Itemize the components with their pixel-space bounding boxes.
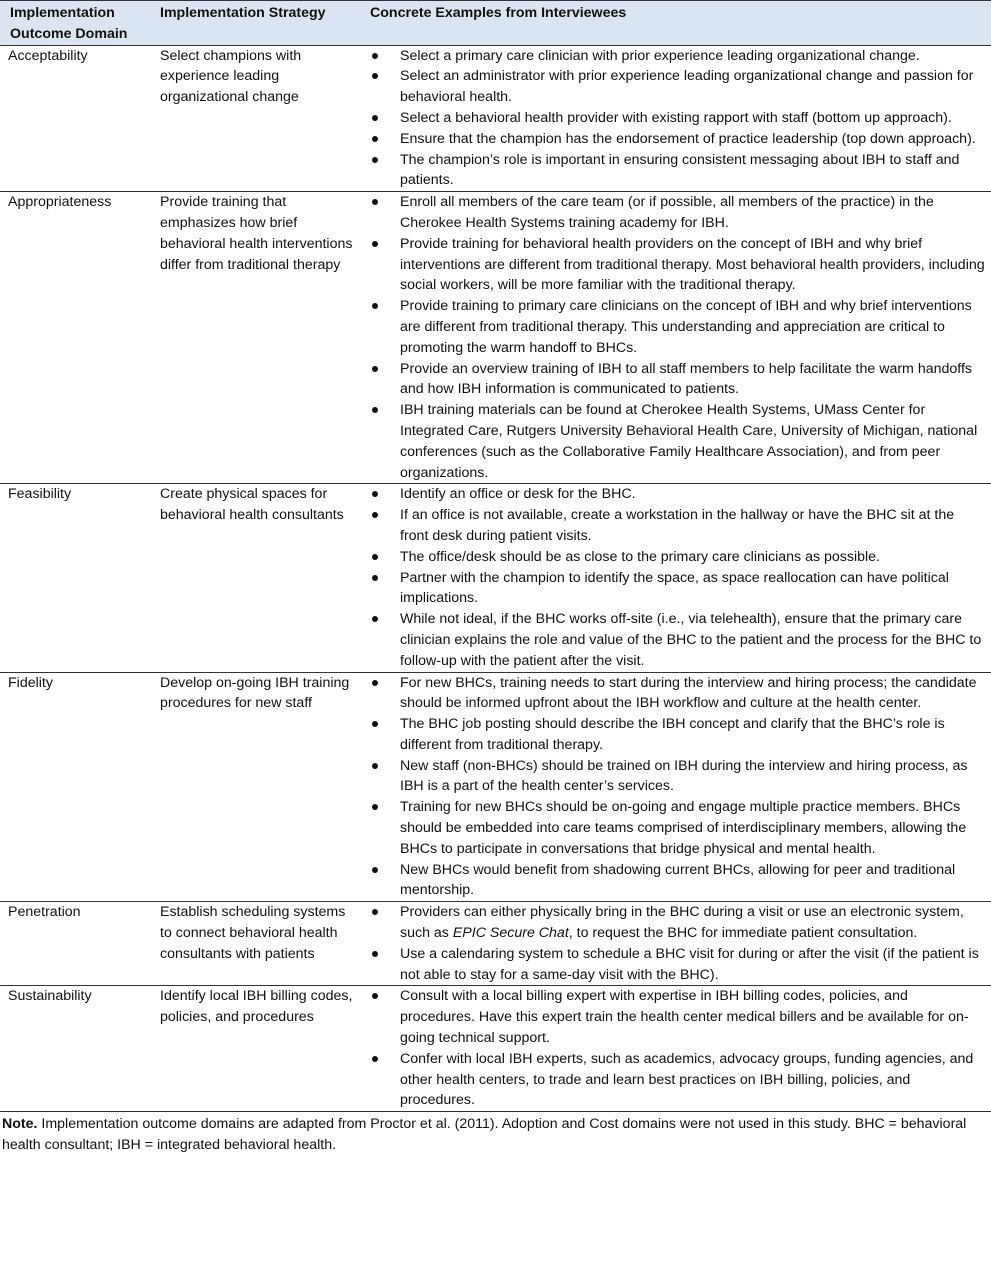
table-row [0,672,991,902]
bullet-icon [372,115,378,121]
table-row [0,484,991,672]
list-item: Confer with local IBH experts, such as academics, advocacy groups, funding agencies, and other health centers, to trade and learn best practices on IBH billing, policies, and procedures. [372,1049,985,1111]
table-row [0,45,991,192]
bullet-icon [372,491,378,497]
header-examples: Concrete Examples from Interviewees [362,1,991,46]
bullet-icon [372,73,378,79]
strategy-cell: Identify local IBH billing codes, policies, and procedures [152,986,362,1112]
list-item: Identify an office or desk for the BHC. [372,484,985,505]
bullet-icon [372,763,378,769]
list-item: Training for new BHCs should be on-going and engage multiple practice members. BHCs should be embedded into care teams comprised of interdisciplinary members, allowing the BHCs to participate in conversations that bridge physical and mental health. [372,797,985,859]
examples-cell [362,192,991,484]
domain-cell: Sustainability [0,986,152,1112]
list-item: Ensure that the champion has the endorsement of practice leadership (top down approach). [372,129,985,150]
bullet-icon [372,157,378,163]
examples-cell [362,672,991,902]
list-item: Providers can either physically bring in the BHC during a visit or use an electronic system, such as EPIC Secure Chat, to request the BHC for immediate patient consultation. [372,902,985,944]
note-label: Note. [2,1116,38,1133]
list-item: For new BHCs, training needs to start during the interview and hiring process; the candidate should be informed upfront about the IBH workflow and culture at the health center. [372,673,985,715]
list-item: Select a behavioral health provider with existing rapport with staff (bottom up approach). [372,108,985,129]
bullet-icon [372,512,378,518]
domain-cell: Appropriateness [0,192,152,484]
bullet-icon [372,303,378,309]
list-item: Select an administrator with prior experience leading organizational change and passion for behavioral health. [372,66,985,108]
list-item: Provide an overview training of IBH to all staff members to help facilitate the warm handoffs and how IBH information is communicated to patients. [372,359,985,401]
list-item: Select a primary care clinician with prior experience leading organizational change. [372,46,985,67]
domain-cell: Acceptability [0,45,152,192]
examples-cell [362,902,991,986]
strategy-cell: Select champions with experience leading organizational change [152,45,362,192]
list-item: The BHC job posting should describe the IBH concept and clarify that the BHC’s role is different from traditional therapy. [372,714,985,756]
bullet-icon [372,993,378,999]
domain-cell: Penetration [0,902,152,986]
bullet-icon [372,721,378,727]
strategy-cell: Establish scheduling systems to connect behavioral health consultants with patients [152,902,362,986]
header-strategy: Implementation Strategy [152,1,362,46]
list-item: If an office is not available, create a workstation in the hallway or have the BHC sit at the front desk during patient visits. [372,505,985,547]
table-note [0,1112,991,1156]
bullet-icon [372,680,378,686]
bullet-icon [372,53,378,59]
list-item: The office/desk should be as close to the primary care clinicians as possible. [372,547,985,568]
examples-cell [362,986,991,1112]
strategy-cell: Create physical spaces for behavioral health consultants [152,484,362,672]
domain-cell: Feasibility [0,484,152,672]
bullet-icon [372,575,378,581]
bullet-icon [372,554,378,560]
list-item: The champion’s role is important in ensuring consistent messaging about IBH to staff and patients. [372,150,985,192]
list-item: While not ideal, if the BHC works off-site (i.e., via telehealth), ensure that the primary care clinician explains the role and value of the BHC to the patient and the process for the BHC to follow-up with the patient after the visit. [372,609,985,671]
domain-cell: Fidelity [0,672,152,902]
examples-cell [362,45,991,192]
table-row [0,902,991,986]
strategy-cell: Provide training that emphasizes how brief behavioral health interventions differ from traditional therapy [152,192,362,484]
list-item: Partner with the champion to identify the space, as space reallocation can have political implications. [372,568,985,610]
list-item: New staff (non-BHCs) should be trained on IBH during the interview and hiring process, as IBH is a part of the health center’s services. [372,756,985,798]
bullet-icon [372,951,378,957]
list-item: Provide training to primary care clinicians on the concept of IBH and why brief interventions are different from traditional therapy. This understanding and appreciation are critical to promoting the warm handoff to BHCs. [372,296,985,358]
table-row [0,986,991,1112]
bullet-icon [372,366,378,372]
note-text: Implementation outcome domains are adapted from Proctor et al. (2011). Adoption and Cost domains were not used in this study. BHC = behavioral health consultant; IBH = integrated behavioral health. [2,1116,967,1154]
list-item: Enroll all members of the care team (or if possible, all members of the practice) in the Cherokee Health Systems training academy for IBH. [372,192,985,234]
bullet-icon [372,136,378,142]
bullet-icon [372,804,378,810]
table-row [0,192,991,484]
bullet-icon [372,1056,378,1062]
bullet-icon [372,199,378,205]
list-item: Use a calendaring system to schedule a BHC visit for during or after the visit (if the patient is not able to stay for a same-day visit with the BHC). [372,944,985,986]
header-domain: Implementation Outcome Domain [0,1,152,46]
list-item: IBH training materials can be found at Cherokee Health Systems, UMass Center for Integrated Care, Rutgers University Behavioral Health Care, University of Michigan, national conferences (such as the Collaborative Family Healthcare Association), and from peer organizations. [372,400,985,483]
list-item: Provide training for behavioral health providers on the concept of IBH and why brief interventions are different from traditional therapy. Most behavioral health providers, including social workers, will be more familiar with the traditional therapy. [372,234,985,296]
list-item: Consult with a local billing expert with expertise in IBH billing codes, policies, and procedures. Have this expert train the health center medical billers and be available for on-going technical support. [372,986,985,1048]
examples-cell [362,484,991,672]
bullet-icon [372,241,378,247]
strategy-cell: Develop on-going IBH training procedures for new staff [152,672,362,902]
list-item: New BHCs would benefit from shadowing current BHCs, allowing for peer and traditional mentorship. [372,860,985,902]
bullet-icon [372,616,378,622]
bullet-icon [372,407,378,413]
header-row [0,1,991,46]
bullet-icon [372,909,378,915]
bullet-icon [372,867,378,873]
